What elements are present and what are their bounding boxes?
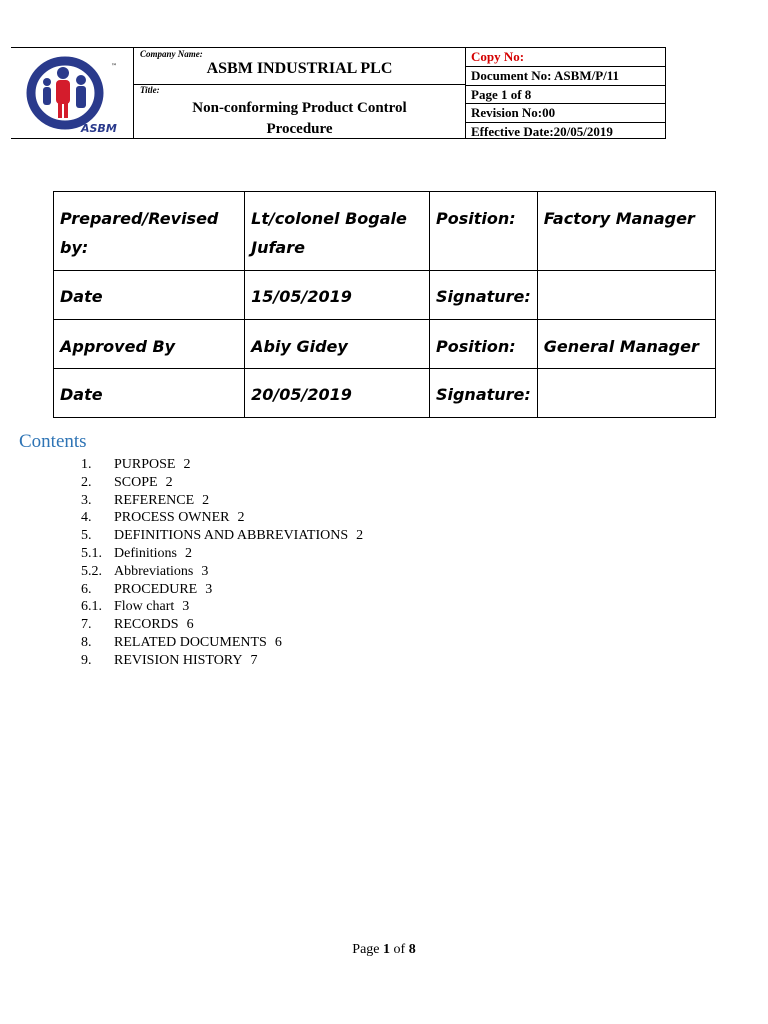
approved-position-label: Position: (429, 320, 537, 369)
logo-text: ASBM (81, 122, 117, 135)
company-name: ASBM INDUSTRIAL PLC (206, 60, 393, 77)
toc-item-title: REFERENCE (114, 492, 195, 508)
prepared-by-name: Lt/colonel Bogale Jufare (245, 192, 430, 271)
toc-item[interactable] (81, 545, 363, 563)
document-title (134, 98, 465, 140)
footer-page-total: 8 (408, 942, 416, 957)
prepared-date: 15/05/2019 (245, 271, 430, 320)
toc-item[interactable] (81, 616, 363, 634)
toc-item-title: Flow chart (114, 599, 175, 615)
document-no: Document No: ASBM/P/11 (466, 66, 665, 84)
toc-item[interactable] (81, 563, 363, 581)
toc-item-title: REVISION HISTORY (114, 652, 243, 668)
footer-of-word: of (390, 942, 409, 957)
toc-item-title: RELATED DOCUMENTS (114, 634, 267, 650)
company-logo-cell (11, 47, 133, 139)
toc-item-number: 6.1. (81, 599, 102, 615)
prepared-date-label: Date (54, 271, 245, 320)
toc-item[interactable] (81, 456, 363, 474)
prepared-position: Factory Manager (537, 192, 715, 271)
toc-item[interactable] (81, 509, 363, 527)
toc-item[interactable] (81, 581, 363, 599)
toc-item-page: 6 (186, 617, 194, 633)
approved-date: 20/05/2019 (245, 369, 430, 418)
toc-item-number: 5.2. (81, 563, 102, 579)
contents-heading: Contents (19, 431, 87, 452)
toc-item-title: PROCESS OWNER (114, 510, 230, 526)
approval-table (53, 191, 716, 418)
toc-item-page: 3 (205, 581, 213, 597)
prepared-by-label: Prepared/Revised by: (54, 192, 245, 271)
approved-by-name: Abiy Gidey (245, 320, 430, 369)
toc-item-page: 2 (202, 492, 210, 508)
approved-signature-label: Signature: (429, 369, 537, 418)
prepared-date-row (54, 271, 716, 320)
toc-item-page: 2 (356, 528, 364, 544)
toc-item-page: 6 (274, 634, 282, 650)
toc-item-page: 2 (183, 457, 191, 472)
toc-item-page: 2 (165, 474, 173, 490)
footer-page-word: Page (352, 942, 384, 957)
effective-date: Effective Date:20/05/2019 (466, 122, 665, 140)
approved-date-row (54, 369, 716, 418)
toc-item-page: 2 (185, 545, 192, 561)
revision-no: Revision No:00 (466, 103, 665, 121)
toc-item-number: 5.1. (81, 545, 102, 561)
toc-item-number: 6. (81, 581, 92, 597)
toc-item-page: 2 (237, 510, 245, 526)
prepared-position-label: Position: (429, 192, 537, 271)
prepared-signature-label: Signature: (429, 271, 537, 320)
company-name-label: Company Name: (140, 49, 203, 59)
toc-item-number: 7. (81, 617, 92, 633)
toc-item-number: 5. (81, 528, 92, 544)
company-logo (21, 52, 127, 136)
approved-position: General Manager (537, 320, 715, 369)
approved-signature (537, 369, 715, 418)
approved-by-label: Approved By (54, 320, 245, 369)
toc-item-title: DEFINITIONS AND ABBREVIATIONS (114, 528, 349, 544)
prepared-signature (537, 271, 715, 320)
document-title-line2: Procedure (266, 121, 333, 137)
toc-item-number: 4. (81, 510, 92, 526)
toc-item-number: 1. (81, 457, 92, 472)
footer-page-current: 1 (383, 942, 391, 957)
logo-trademark: ™ (111, 63, 117, 70)
table-of-contents (81, 456, 363, 670)
toc-item-page: 3 (201, 563, 209, 579)
toc-item[interactable] (81, 652, 363, 670)
toc-item[interactable] (81, 492, 363, 510)
toc-item[interactable] (81, 474, 363, 492)
toc-item-page: 3 (182, 599, 190, 615)
toc-item-title: SCOPE (114, 474, 158, 490)
header-title-cell (133, 47, 466, 139)
toc-item-title: RECORDS (114, 617, 179, 633)
document-title-line1: Non-conforming Product Control (192, 100, 407, 116)
toc-item-title: Abbreviations (114, 563, 194, 579)
toc-item-number: 3. (81, 492, 92, 508)
document-info-cell (466, 47, 666, 139)
toc-item-number: 2. (81, 474, 92, 490)
approved-date-label: Date (54, 369, 245, 418)
toc-item[interactable] (81, 634, 363, 652)
page-number-header: Page 1 of 8 (466, 85, 665, 103)
approved-row (54, 320, 716, 369)
page-footer (0, 942, 768, 958)
toc-item[interactable] (81, 598, 363, 616)
toc-item-number: 9. (81, 652, 92, 668)
company-name-row (134, 48, 465, 85)
toc-item-title: PURPOSE (114, 457, 176, 472)
toc-item-title: PROCEDURE (114, 581, 198, 597)
toc-item-page: 7 (250, 652, 258, 668)
toc-item[interactable] (81, 527, 363, 545)
toc-item-title: Definitions (114, 545, 177, 561)
prepared-row (54, 192, 716, 271)
toc-item-number: 8. (81, 634, 92, 650)
copy-no: Copy No: (471, 49, 525, 64)
title-label: Title: (140, 85, 160, 95)
